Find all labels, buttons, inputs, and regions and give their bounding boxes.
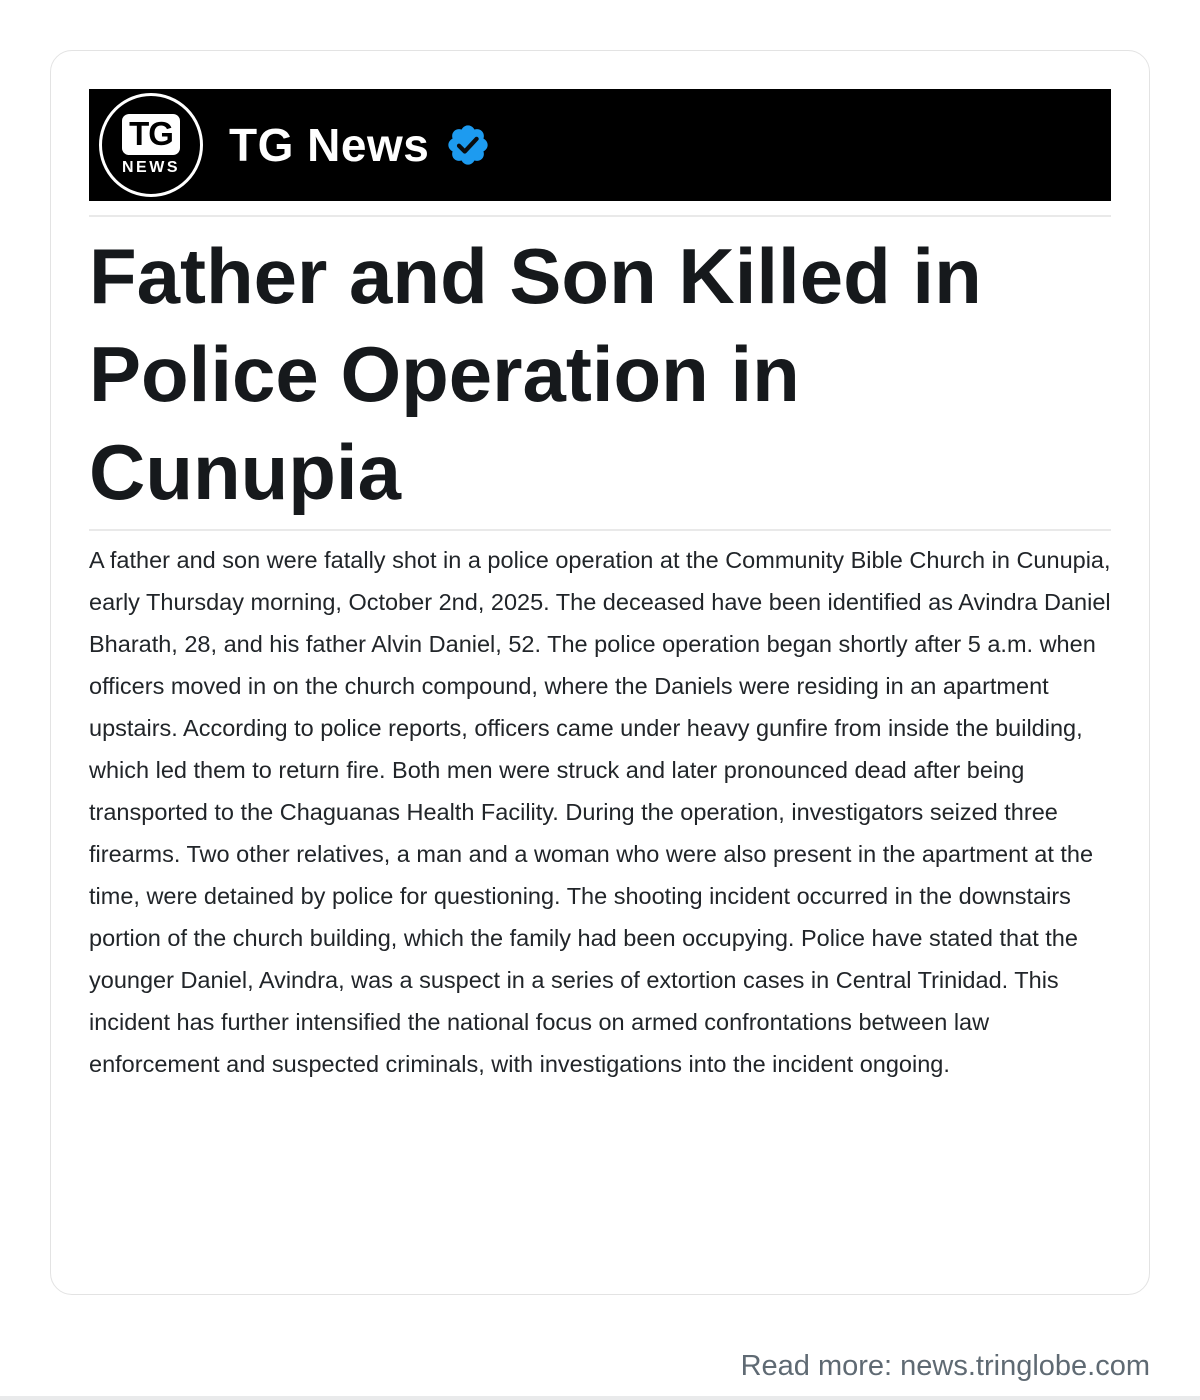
verified-badge-icon bbox=[445, 122, 491, 168]
brand-name: TG News bbox=[229, 119, 430, 171]
read-more-link[interactable]: Read more: news.tringlobe.com bbox=[740, 1350, 1150, 1382]
tg-news-logo bbox=[99, 93, 203, 197]
article-headline: Father and Son Killed in Police Operation in Cunupia bbox=[89, 232, 982, 516]
brand-header bbox=[89, 89, 1111, 201]
header-divider bbox=[89, 215, 1111, 217]
bottom-divider bbox=[0, 1396, 1200, 1400]
article-body: A father and son were fatally shot in a police operation at the Community Bible Church in Cunupia, early Thursday morning, October 2nd, 2025. The deceased have been identified as Avindra Daniel Bharath, 28, and his father Alvin Daniel, 52. The police operation began shortly after 5 a.m. when officers moved in on the church compound, where the Daniels were residing in an apartment upstairs. According to police reports, officers came under heavy gunfire from inside the building, which led them to return fire. Both men were struck and later pronounced dead after being transported to the Chaguanas Health Facility. During the operation, investigators seized three firearms. Two other relatives, a man and a woman who were also present in the apartment at the time, were detained by police for questioning. The shooting incident occurred in the downstairs portion of the church building, which the family had been occupying. Police have stated that the younger Daniel, Avindra, was a suspect in a series of extortion cases in Central Trinidad. This incident has further intensified the national focus on armed confrontations between law enforcement and suspected criminals, with investigations into the incident ongoing. bbox=[89, 547, 1111, 1077]
logo-news-label: NEWS bbox=[122, 158, 180, 176]
logo-tg-monogram: TG bbox=[122, 114, 180, 155]
article-card bbox=[50, 50, 1150, 1295]
headline-divider bbox=[89, 529, 1111, 531]
